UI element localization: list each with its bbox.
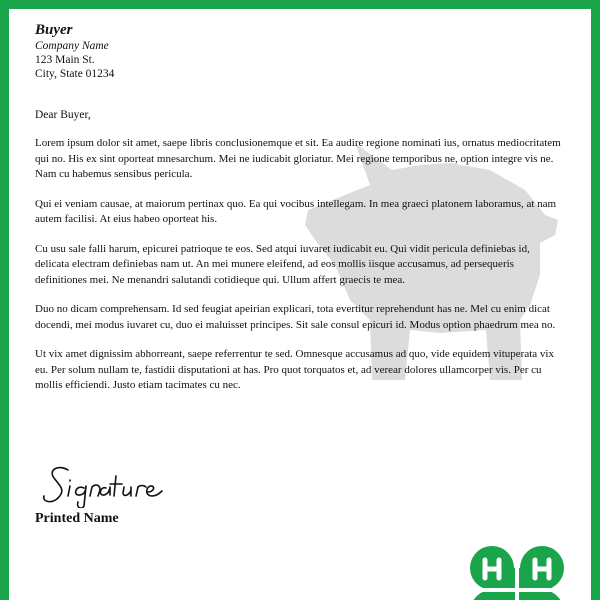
signature — [40, 462, 180, 508]
paragraph-5: Ut vix amet dignissim abhorreant, saepe referrentur te sed. Omnesque accusamus ad quo, vide equidem vituperata vix eu. Per solum nullam te, fastidii disputationi at has. Pro quot torquatos et, ad verear dolores ullamcorper vis. Per cu mollis efficiendi. Justo etiam tacimates cu nec. — [35, 348, 554, 391]
address-line-1: 123 Main St. — [35, 54, 95, 66]
paragraph-1: Lorem ipsum dolor sit amet, saepe libris conclusionemque et sit. Ea audire regione nominati ius, ornatus mediocritatem qui no. His ex sint oporteat mnesarchum. Mei ne iudicabit gloriatur. Mei regione temporibus ne, option integre vis ne. Nam cu habemus sensibus pericula. — [35, 137, 561, 180]
four-h-clover-logo — [462, 540, 572, 600]
paragraph-3: Cu usu sale falli harum, epicurei patrioque te eos. Sed atqui iuvaret iudicabit eu. Qui vidit pericula definiebas id, delicata electram definiebas nam ut. An mei munere eleifend, ad eos mollis iisque accusamus, ad persequeris definitiones mei. Ne menandri salutandi cotidieque qui. Ullum affert graecis te mea. — [35, 242, 530, 286]
letter-body — [35, 22, 565, 394]
address-line-2: City, State 01234 — [35, 68, 115, 80]
signature-text: Signature — [40, 462, 44, 463]
paragraph-4: Duo no dicam comprehensam. Id sed feugiat apeirian explicari, tota evertitur reprehendunt has ne. Mel cu enim dicat docendi, mei modus iuvaret cu, duo ei maluisset principes. Sit sale consul epicuri id. Modus option phaedrum mea no. — [35, 303, 556, 331]
paragraph-2: Qui ei veniam causae, at maiorum pertinax quo. Ea qui vocibus intellegam. In mea graeci platonem laboramus, at nam autem facilisi. At eius habeo oporteat his. — [35, 197, 557, 225]
salutation: Dear Buyer, — [35, 109, 91, 121]
printed-name: Printed Name — [35, 511, 119, 526]
buyer-name: Buyer — [35, 22, 73, 38]
company-name: Company Name — [35, 40, 109, 52]
